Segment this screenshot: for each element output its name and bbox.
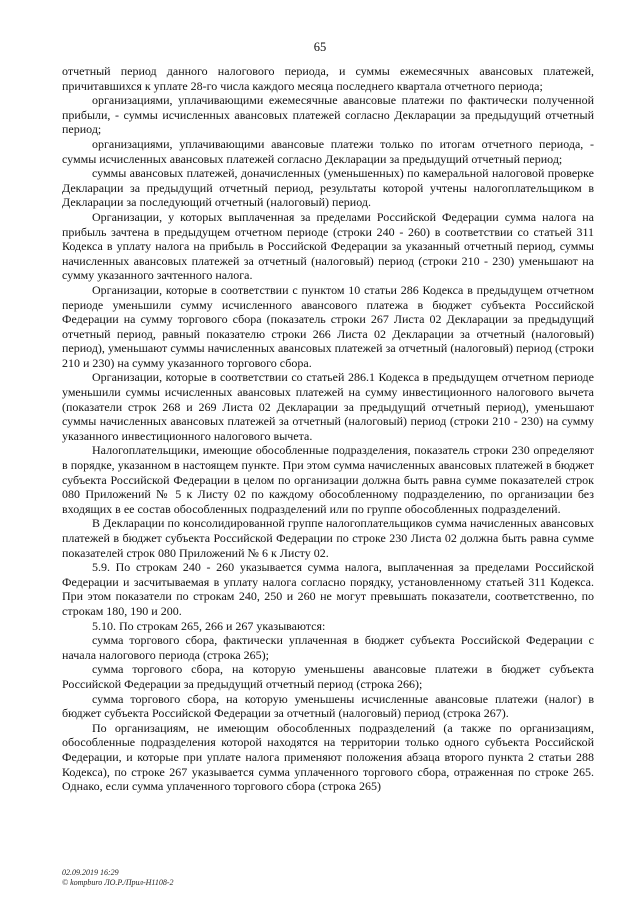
paragraph: Налогоплательщики, имеющие обособленные подразделения, показатель строки 230 определяют в порядке, указанном в настоящем пункте. При этом сумма начисленных авансовых платежей в бюджет субъекта Российской Федерации в целом по организации должна быть равна сумме показателей строк 080 Приложений № 5 к Листу 02 по каждому обособленному подразделению, по организации без входящих в ее состав обособленных подразделений или по группе обособленных подразделений. xyxy=(62,443,594,516)
paragraph: Организации, которые в соответствии со статьей 286.1 Кодекса в предыдущем отчетном периоде уменьшили суммы исчисленных авансовых платежей на сумму инвестиционного налогового вычета (показатели строк 268 и 269 Листа 02 Декларации за предыдущий отчетный период), уменьшают суммы начисленных авансовых платежей за отчетный (налоговый) период (строки 210 - 230) на сумму указанного инвестиционного налогового вычета. xyxy=(62,370,594,443)
page-number: 65 xyxy=(313,40,327,54)
footer-date: 02.09.2019 16:29 xyxy=(62,868,119,877)
page-footer xyxy=(62,868,174,888)
paragraph: сумма торгового сбора, фактически уплаченная в бюджет субъекта Российской Федерации с начала налогового периода (строка 265); xyxy=(62,633,594,662)
footer-code: © kompburo ЛО.Р./Прил-Н1108-2 xyxy=(62,878,174,887)
document-body xyxy=(62,64,594,794)
paragraph: отчетный период данного налогового периода, и суммы ежемесячных авансовых платежей, причитавшихся к уплате 28-го числа каждого месяца последнего квартала отчетного периода; xyxy=(62,64,594,93)
paragraph: сумма торгового сбора, на которую уменьшены авансовые платежи в бюджет субъекта Российской Федерации за предыдущий отчетный период (строка 266); xyxy=(62,662,594,691)
paragraph: По организациям, не имеющим обособленных подразделений (а также по организациям, обособленные подразделения которой находятся на территории только одного субъекта Российской Федерации, и которые при уплате налога применяют положения абзаца второго пункта 2 статьи 288 Кодекса), по строке 267 указывается сумма уплаченного торгового сбора, отраженная по строке 265. Однако, если сумма уплаченного торгового сбора (строка 265) xyxy=(62,720,594,794)
paragraph: организациями, уплачивающими авансовые платежи только по итогам отчетного периода, - суммы исчисленных авансовых платежей согласно Декларации за предыдущий отчетный период; xyxy=(62,136,594,166)
paragraph: Организации, которые в соответствии с пунктом 10 статьи 286 Кодекса в предыдущем отчетном периоде уменьшили сумму исчисленного авансового платежа в бюджет субъекта Российской Федерации на сумму торгового сбора (показатель строки 267 Листа 02 Декларации за предыдущий отчетный период, равный показателю строки 266 Листа 02 Декларации за отчетный (налоговый) период), уменьшают суммы начисленных авансовых платежей за отчетный (налоговый) период (строки 210 и 230) на сумму указанного торгового сбора. xyxy=(62,282,594,370)
paragraph: 5.9. По строкам 240 - 260 указывается сумма налога, выплаченная за пределами Российской Федерации и засчитываемая в уплату налога согласно порядку, установленному статьей 311 Кодекса. При этом показатели по строкам 240, 250 и 260 не могут превышать показатели, соответственно, по строкам 180, 190 и 200. xyxy=(62,560,594,618)
paragraph: суммы авансовых платежей, доначисленных (уменьшенных) по камеральной налоговой проверке Декларации за предыдущий отчетный период, результаты которой учтены налогоплательщиком в Декларации за последующий отчетный (налоговый) период. xyxy=(62,166,594,210)
paragraph: организациями, уплачивающими ежемесячные авансовые платежи по фактически полученной прибыли, - суммы исчисленных авансовых платежей согласно Декларации за предыдущий отчетный период; xyxy=(62,93,594,137)
paragraph: 5.10. По строкам 265, 266 и 267 указываются: xyxy=(92,618,326,633)
paragraph: В Декларации по консолидированной группе налогоплательщиков сумма начисленных авансовых платежей в бюджет субъекта Российской Федерации по строке 230 Листа 02 должна быть равна сумме показателей строк 080 Приложений № 6 к Листу 02. xyxy=(62,516,594,560)
paragraph: Организации, у которых выплаченная за пределами Российской Федерации сумма налога на прибыль зачтена в предыдущем отчетном периоде (строки 240 - 260) в соответствии со статьей 311 Кодекса в уплату налога на прибыль в Российской Федерации за указанный отчетный период, суммы начисленных авансовых платежей за отчетный (налоговый) период (строки 210 - 230) уменьшают на сумму указанного зачтенного налога. xyxy=(62,209,594,283)
paragraph: сумма торгового сбора, на которую уменьшены исчисленные авансовые платежи (налог) в бюджет субъекта Российской Федерации за отчетный (налоговый) период (строка 267). xyxy=(62,691,594,721)
